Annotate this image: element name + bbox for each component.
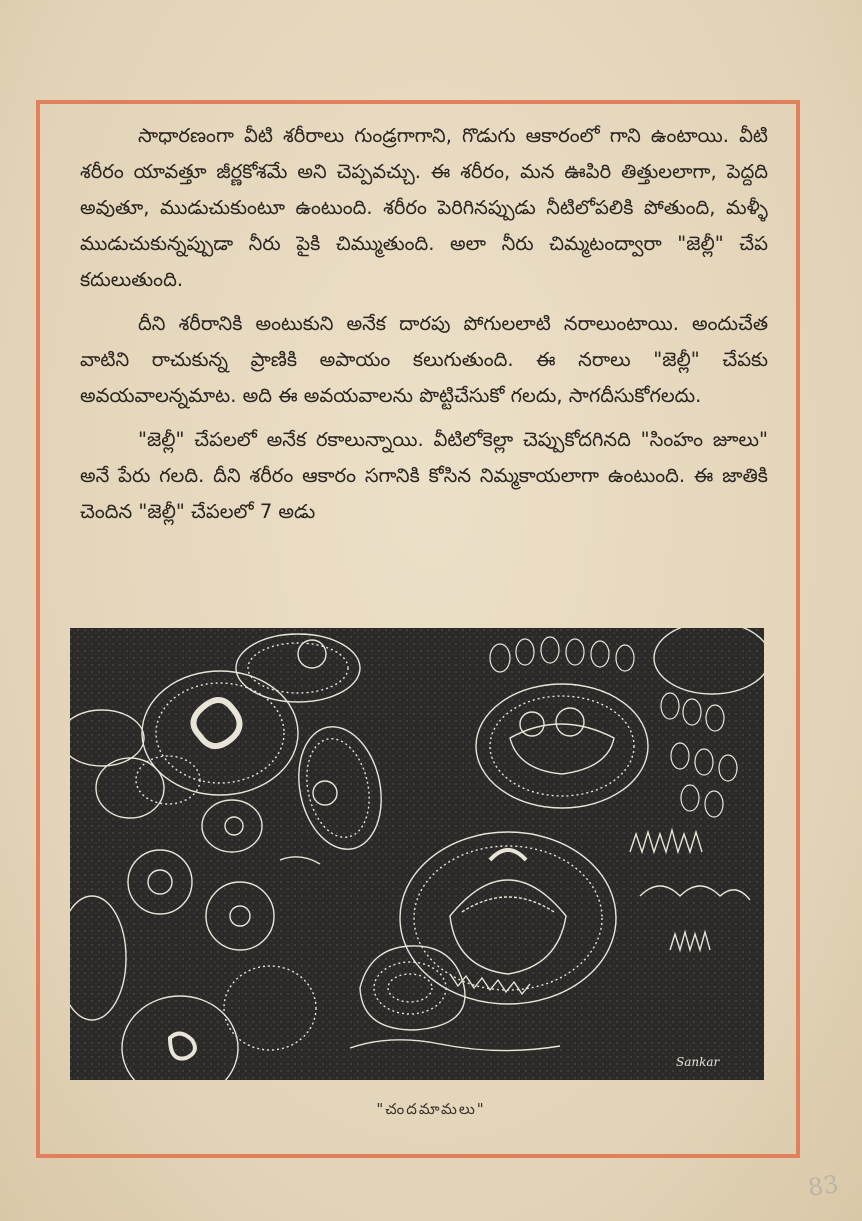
page-number: 83 — [806, 1170, 841, 1202]
paragraph-3: "జెల్లీ" చేపలలో అనేక రకాలున్నాయి. వీటిలోకెల్లా చెప్పుకోదగినది "సింహం జూలు" అనే పేరు గలది. దీని శరీరం ఆకారం సగానికి కోసిన నిమ్మకాయలాగా ఉంటుంది. ఈ జాతికి చెందిన "జెల్లీ" చేపలలో 7 అడు — [80, 428, 768, 523]
jellyfish-illustration — [70, 628, 764, 1080]
article-body — [80, 118, 768, 538]
artist-signature: Sankar — [676, 1055, 720, 1069]
paragraph-1: సాధారణంగా వీటి శరీరాలు గుండ్రగాగాని, గొడుగు ఆకారంలో గాని ఉంటాయి. వీటి శరీరం యావత్తూ జీర్ణకోశమే అని చెప్పవచ్చు. ఈ శరీరం, మన ఊపిరి తిత్తులలాగా, పెద్దది అవుతూ, ముడుచుకుంటూ ఉంటుంది. శరీరం పెరిగినప్పుడు నీటిలోపలికి పోతుంది, మళ్ళీ ముడుచుకున్నప్పుడా నీరు పైకి చిమ్ముతుంది. అలా నీరు చిమ్మటంద్వారా "జెల్లీ" చేప కదులుతుంది. — [80, 124, 768, 291]
paragraph-2: దీని శరీరానికి అంటుకుని అనేక దారపు పోగులలాటి నరాలుంటాయి. అందుచేత వాటిని రాచుకున్న ప్రాణికి అపాయం కలుగుతుంది. ఈ నరాలు "జెల్లీ" చేపకు అవయవాలన్నమాట. అది ఈ అవయవాలను పొట్టిచేసుకో గలదు, సాగదీసుకోగలదు. — [80, 312, 768, 407]
jellyfish-drawing — [70, 628, 764, 1080]
figure-caption: "చందమామలు" — [376, 1100, 486, 1118]
